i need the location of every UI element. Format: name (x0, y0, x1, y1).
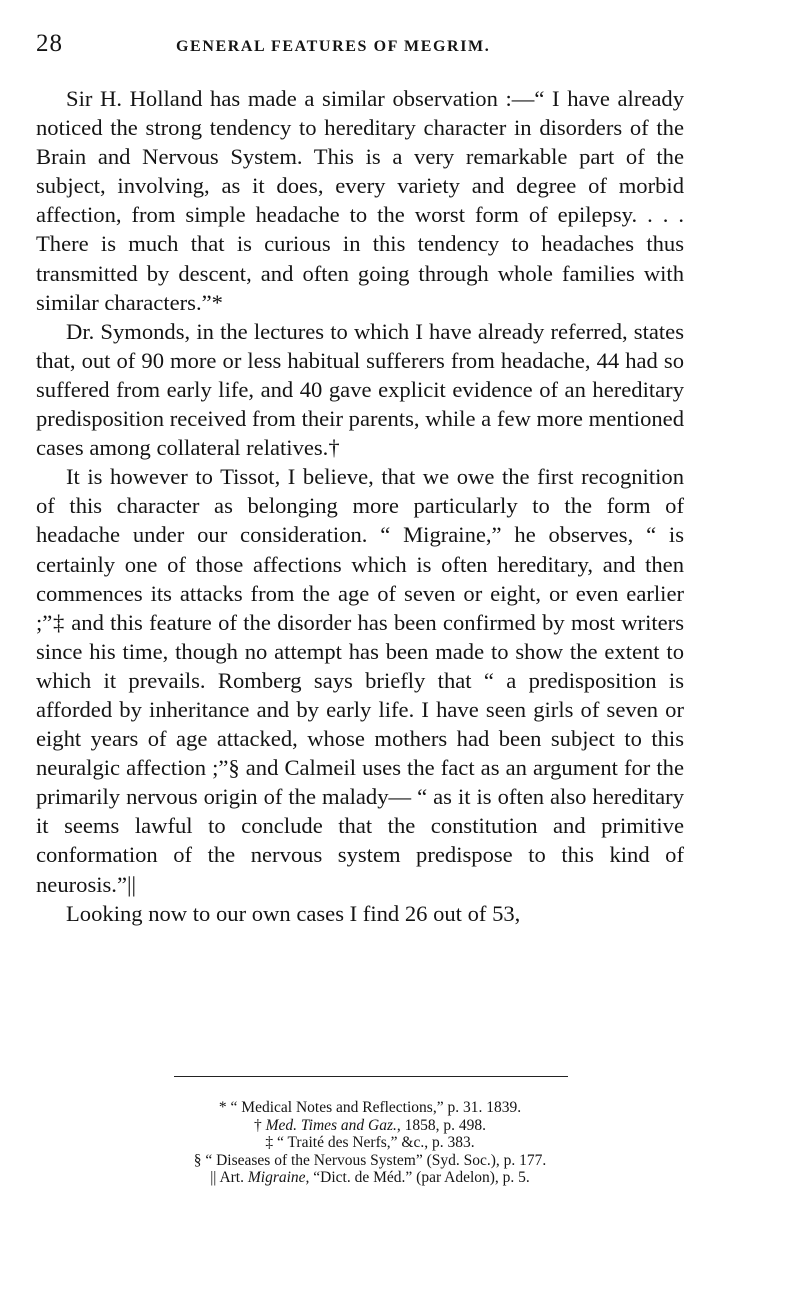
footnote-text: “ Diseases of the Nervous System” (Syd. Soc.), p. 177. (205, 1151, 547, 1169)
footnote-1 (120, 1099, 620, 1117)
footnote-text: “ Traité des Nerfs,” &c., p. 383. (277, 1134, 475, 1151)
footnote-3 (120, 1134, 620, 1152)
footnote-text: “Dict. de Méd.” (par Adelon), p. 5. (313, 1169, 530, 1186)
footnote-title: Migraine, (247, 1169, 310, 1186)
running-head: GENERAL FEATURES OF MEGRIM. (176, 38, 491, 55)
footnote-text: , 1858, p. 498. (396, 1116, 487, 1134)
paragraph-holland: Sir H. Holland has made a similar observation :—“ I have already noticed the strong tendency to hereditary character in disorders of the Brain and Nervous System. This is a very remarkable part of the subject, involving, as it does, every variety and degree of morbid affection, from simple headache to the worst form of epilepsy. . . . There is much that is curious in this tendency to headaches thus transmitted by descent, and often going through whole families with similar characters.”* (36, 86, 684, 315)
footnote-prefix: Art. (219, 1169, 244, 1186)
body-text (36, 84, 684, 928)
footnote-2 (120, 1117, 620, 1135)
footnote-mark: § (193, 1151, 202, 1169)
page-number: 28 (36, 30, 63, 57)
paragraph-tissot: It is however to Tissot, I believe, that we owe the first recognition of this character as belonging more particularly to the form of headache under our consideration. “ Migraine,” he observes, “ is certainly one of those affections which is often hereditary, and then commences its attacks from the age of seven or eight, or even earlier ;”‡ and this feature of the disorder has been confirmed by most writers since his time, though no attempt has been made to show the extent to which it prevails. Romberg says briefly that “ a predisposition is afforded by inheritance and by early life. I have seen girls of seven or eight years of age attacked, whose mothers had been subject to this neuralgic affection ;”§ and Calmeil uses the fact as an argument for the primarily nervous origin of the malady— “ as it is often also hereditary it seems lawful to conclude that the constitution and primitive conformation of the nervous system predispose to this kind of neurosis.”|| (36, 464, 684, 897)
footnote-mark: || (210, 1169, 217, 1186)
footnote-rule (174, 1076, 568, 1077)
footnote-text: “ Medical Notes and Reflections,” p. 31. 1839. (230, 1099, 522, 1116)
footnote-title: Med. Times and Gaz. (265, 1116, 397, 1134)
footnote-mark: * (218, 1099, 227, 1116)
paragraph-own-cases: Looking now to our own cases I find 26 out of 53, (66, 900, 521, 926)
footnote-4 (120, 1152, 620, 1170)
paragraph-symonds: Dr. Symonds, in the lectures to which I have already referred, states that, out of 90 more or less habitual sufferers from headache, 44 had so suffered from early life, and 40 gave explicit evidence of an hereditary predisposition received from their parents, while a few more mentioned cases among collateral relatives.† (36, 318, 684, 461)
footnote-mark: ‡ (265, 1134, 274, 1151)
footnote-5 (120, 1169, 620, 1187)
footnotes (120, 1099, 620, 1187)
footnote-mark: † (253, 1116, 262, 1134)
page-header (36, 30, 690, 64)
